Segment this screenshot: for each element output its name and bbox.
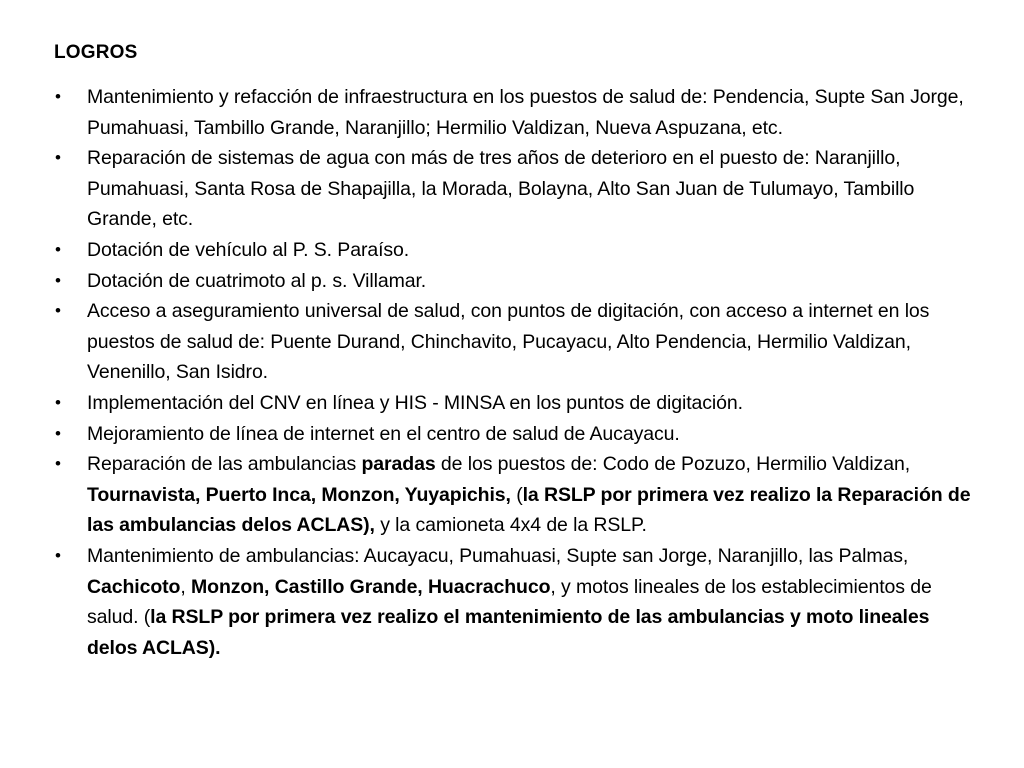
bullet-item [54, 266, 984, 297]
bullet-text-bold: paradas [361, 453, 436, 476]
bullet-marker: • [55, 392, 61, 412]
bullet-text: Implementación del CNV en línea y HIS - MINSA en los puntos de digitación. [87, 391, 743, 414]
bullet-text: Mantenimiento de ambulancias: Aucayacu, Pumahuasi, Supte san Jorge, Naranjillo, las Palmas, [87, 544, 909, 567]
bullet-text: Acceso a aseguramiento universal de salud, con puntos de digitación, con acceso a internet en los puestos de salud de: Puente Durand, Chinchavito, Pucayacu, Alto Pendencia, Hermilio Valdizan, Venenillo, San Isidro. [87, 300, 930, 384]
bullet-text: , [180, 575, 192, 598]
bullet-text-bold: Tournavista, Puerto Inca, Monzon, Yuyapichis, [87, 483, 511, 506]
bullet-text: de los puestos de: Codo de Pozuzo, Hermilio Valdizan, [435, 453, 911, 476]
bullet-text: Mantenimiento y refacción de infraestructura en los puestos de salud de: Pendencia, Supte San Jorge, Pumahuasi, Tambillo Grande, Naranjillo; Hermilio Valdizan, Nueva Aspuzana, etc. [87, 86, 964, 139]
slide-title: LOGROS [54, 42, 138, 63]
bullet-item [54, 541, 984, 663]
bullet-text: y la camioneta 4x4 de la RSLP. [374, 514, 647, 537]
bullet-item [54, 449, 984, 541]
bullet-text: Reparación de sistemas de agua con más de tres años de deterioro en el puesto de: Naranjillo, Pumahuasi, Santa Rosa de Shapajilla, la Morada, Bolayna, Alto San Juan de Tulumayo, Tambillo Grande, etc. [87, 147, 915, 231]
slide-content [54, 38, 984, 663]
bullet-marker: • [55, 148, 61, 168]
bullet-marker: • [55, 423, 61, 443]
bullet-item [54, 143, 984, 235]
bullet-text: , y motos lineales de los establecimientos de salud. ( [87, 575, 932, 629]
bullet-item [54, 296, 984, 388]
bullet-text: Dotación de cuatrimoto al p. s. Villamar. [87, 269, 427, 292]
bullet-item [54, 388, 984, 419]
bullet-item [54, 419, 984, 450]
bullet-text-bold: la RSLP por primera vez realizo el mantenimiento de las ambulancias y moto lineales delos ACLAS). [87, 606, 930, 659]
bullet-text-bold: la RSLP por primera vez realizo la Reparación de las ambulancias delos ACLAS), [87, 483, 971, 537]
bullet-text-bold: Cachicoto [87, 575, 181, 598]
bullet-marker: • [55, 239, 61, 259]
bullet-text-bold: Monzon, Castillo Grande, Huacrachuco [191, 575, 551, 598]
bullet-marker: • [55, 301, 61, 321]
bullet-marker: • [55, 545, 61, 565]
bullet-text: Reparación de las ambulancias [87, 453, 362, 476]
bullet-marker: • [55, 87, 61, 106]
bullet-text: Dotación de vehículo al P. S. Paraíso. [87, 238, 410, 261]
bullet-text: ( [510, 483, 523, 506]
bullet-marker: • [55, 454, 61, 474]
bullet-item [54, 82, 984, 143]
bullet-item [54, 235, 984, 266]
bullet-text: Mejoramiento de línea de internet en el centro de salud de Aucayacu. [87, 422, 680, 445]
achievements-list [54, 82, 984, 663]
bullet-marker: • [55, 270, 61, 290]
